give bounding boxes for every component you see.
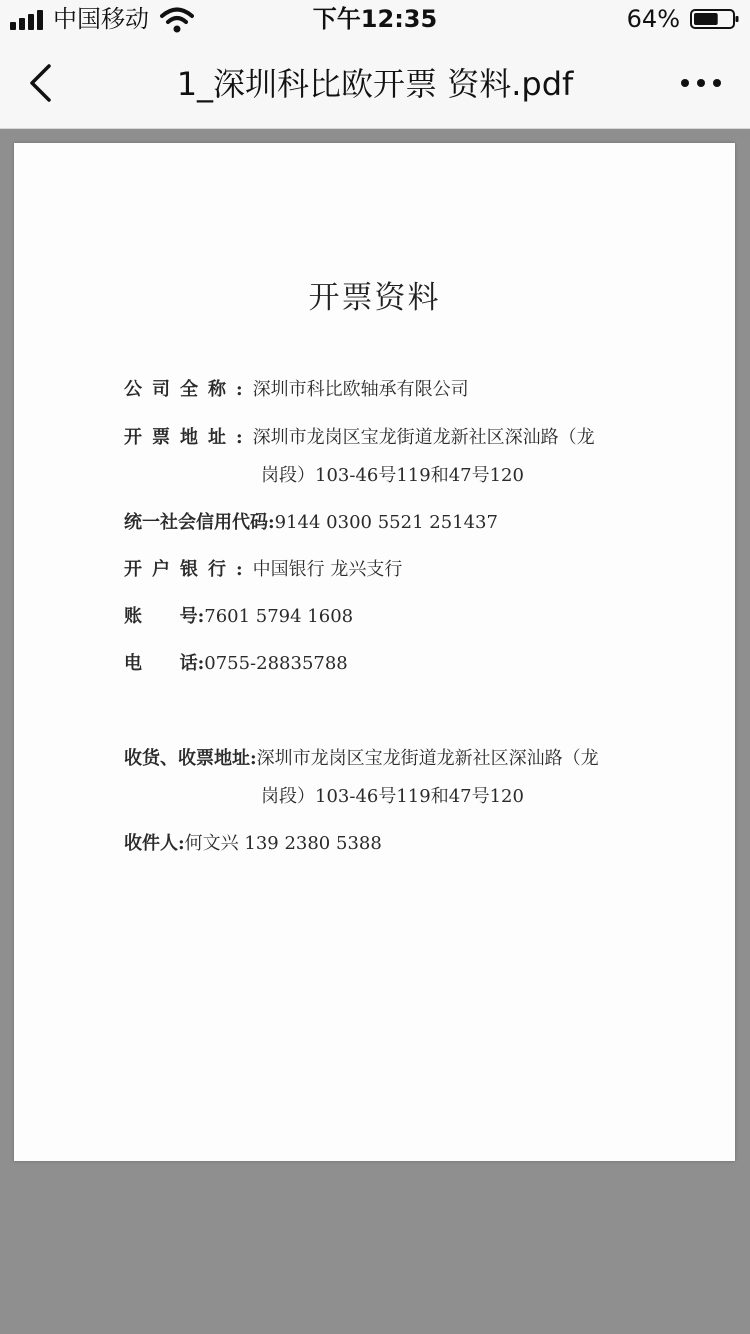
recipient-value: 何文兴 139 2380 5388 [184, 833, 382, 854]
recipient-row [124, 832, 382, 856]
battery-icon [690, 9, 740, 29]
bank-row [124, 558, 402, 582]
nav-title: 1_深圳科比欧开票 资料.pdf [176, 65, 574, 103]
delivery-address-label: 收货、收票地址: [124, 748, 257, 769]
company-name-row [124, 378, 469, 402]
carrier-name: 中国移动 [53, 5, 149, 33]
battery-percentage: 64% [626, 5, 680, 33]
bank-label: 开户银行: [124, 559, 253, 580]
more-button[interactable] [678, 70, 724, 96]
credit-code-value: 9144 0300 5521 251437 [274, 512, 498, 533]
account-value: 7601 5794 1608 [204, 606, 354, 627]
recipient-label: 收件人: [124, 833, 185, 854]
delivery-address-value: 深圳市龙岗区宝龙街道龙新社区深汕路（龙 [256, 748, 599, 769]
invoice-address-value: 深圳市龙岗区宝龙街道龙新社区深汕路（龙 [252, 427, 595, 448]
chevron-left-icon [32, 66, 49, 100]
invoice-address-row [124, 426, 595, 488]
document-title: 开票资料 [308, 280, 441, 316]
phone-row [124, 652, 348, 676]
more-horizontal-icon [681, 79, 721, 87]
clock: 下午12:35 [312, 5, 438, 33]
company-name-value: 深圳市科比欧轴承有限公司 [252, 379, 469, 400]
phone-label: 电 话: [124, 653, 205, 674]
bank-value: 中国银行 龙兴支行 [252, 559, 403, 580]
account-label: 账 号: [124, 606, 205, 627]
invoice-address-label: 开票地址: [124, 427, 253, 448]
company-name-label: 公司全称: [124, 379, 253, 400]
phone-value: 0755-28835788 [204, 653, 348, 674]
invoice-address-value-cont: 岗段）103-46号119和47号120 [261, 465, 524, 486]
nav-bar [0, 40, 750, 129]
pdf-page [14, 143, 735, 1161]
credit-code-row [124, 511, 498, 535]
status-bar [0, 0, 750, 40]
back-button[interactable] [20, 60, 66, 106]
credit-code-label: 统一社会信用代码: [124, 512, 275, 533]
delivery-address-value-cont: 岗段）103-46号119和47号120 [261, 786, 524, 807]
delivery-address-row [124, 747, 599, 809]
account-row [124, 605, 353, 629]
